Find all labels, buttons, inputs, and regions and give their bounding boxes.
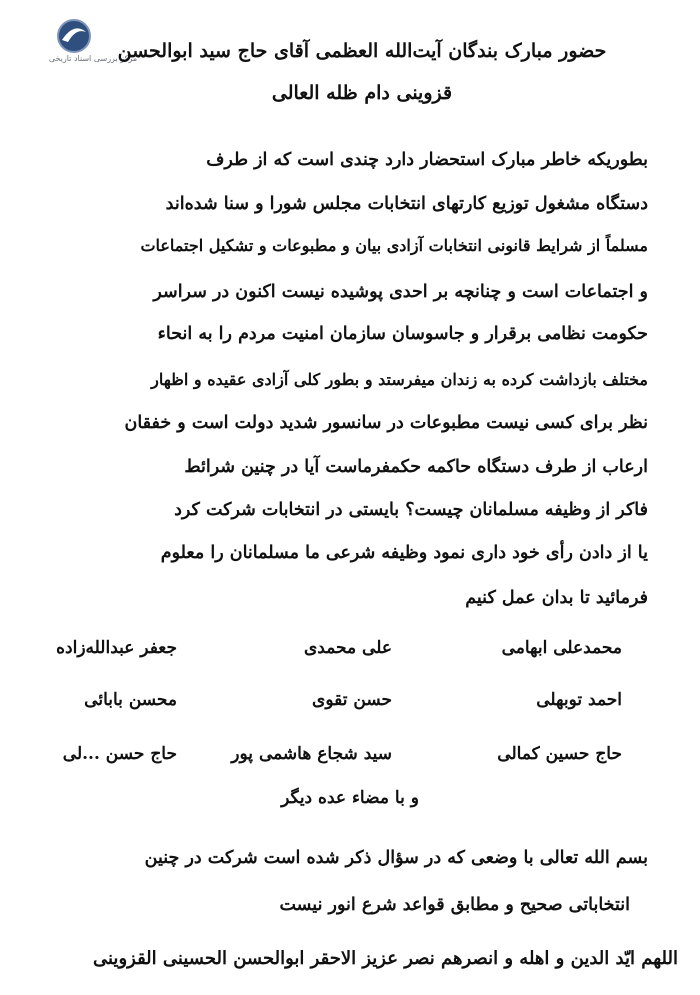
body-line: و اجتماعات است و چنانچه بر احدی پوشیده نیست اکنون در سراسر — [153, 282, 648, 302]
signatory-name: احمد توبهلی — [536, 690, 622, 710]
signatory-name: محمدعلی ابهامی — [501, 638, 622, 658]
signatory-name: حاج حسین کمالی — [497, 744, 622, 764]
body-line: یا از دادن رأی خود داری نمود وظیفه شرعی ما مسلمانان را معلوم — [160, 543, 648, 563]
body-line: مسلماً از شرایط قانونی انتخابات آزادی بیان و مطبوعات و تشکیل اجتماعات — [140, 236, 648, 255]
body-line: فاکر از وظیفه مسلمانان چیست؟ بایستی در انتخابات شرکت کرد — [174, 500, 648, 520]
signature-row — [62, 744, 622, 770]
signatory-name: علی محمدی — [304, 638, 392, 658]
closing-line: اللهم ایّد الدین و اهله و انصرهم نصر عزیز الاحقر ابوالحسن الحسینی القزوینی — [93, 948, 678, 969]
reply-line: انتخاباتی صحیح و مطابق قواعد شرع انور نیست — [279, 895, 630, 915]
signatory-name: حاج حسن ...لی — [62, 744, 177, 764]
signatory-name: حسن تقوی — [312, 690, 392, 710]
body-line: مختلف بازداشت کرده به زندان میفرستد و بطور کلی آزادی عقیده و اظهار — [151, 370, 648, 389]
body-line: ارعاب از طرف دستگاه حاکمه حکمفرماست آیا در چنین شرائط — [184, 457, 648, 477]
signatures-footer: و با مضاء عده دیگر — [281, 788, 419, 808]
signature-row — [56, 638, 622, 664]
body-line: فرمائید تا بدان عمل کنیم — [465, 588, 648, 608]
header-line-1: حضور مبارک بندگان آیت‌الله العظمی آقای حاج سید ابوالحسن — [117, 40, 607, 62]
signatory-name: سید شجاع هاشمی پور — [231, 744, 392, 764]
letter-header — [82, 36, 642, 108]
body-line: دستگاه مشغول توزیع کارتهای انتخابات مجلس شورا و سنا شده‌اند — [165, 194, 648, 214]
signatory-name: محسن بابائی — [84, 690, 177, 710]
body-line: نظر برای کسی نیست مطبوعات در سانسور شدید دولت است و خفقان — [124, 413, 648, 433]
signature-row — [72, 690, 622, 716]
header-line-2: قزوینی دام ظله العالی — [271, 82, 453, 104]
signatory-name: جعفر عبدالله‌زاده — [56, 638, 177, 658]
archive-logo-caption: مرکز بررسی اسناد تاریخی — [48, 54, 138, 63]
reply-line: بسم الله تعالی با وضعی که در سؤال ذکر شده است شرکت در چنین — [144, 848, 648, 868]
body-line: بطوریکه خاطر مبارک استحضار دارد چندی است که از طرف — [206, 150, 648, 170]
body-line: حکومت نظامی برقرار و جاسوسان سازمان امنیت مردم را به انحاء — [157, 324, 648, 344]
